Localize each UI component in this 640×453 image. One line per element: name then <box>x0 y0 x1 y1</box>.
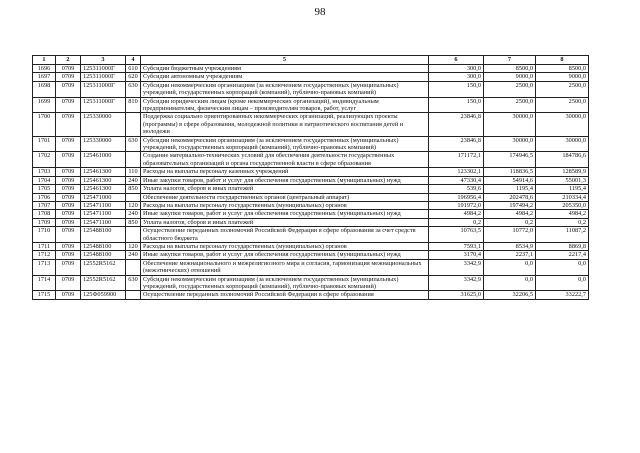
amount-year-1-cell: 31625,0 <box>429 291 484 299</box>
section-code-cell: 0709 <box>56 275 81 291</box>
amount-year-2-cell: 30000,0 <box>484 136 536 152</box>
table-row <box>33 136 589 152</box>
amount-year-2-cell: 9000,0 <box>484 73 536 81</box>
expense-type-cell: 240 <box>126 176 141 184</box>
row-number-cell: 1707 <box>33 201 56 209</box>
amount-year-1-cell: 300,0 <box>429 65 484 73</box>
expense-type-cell: 630 <box>126 81 141 97</box>
amount-year-2-cell: 197494,2 <box>484 201 536 209</box>
description-cell: Субсидии бюджетным учреждениям <box>141 65 429 73</box>
section-code-cell: 0709 <box>56 193 81 201</box>
target-article-cell: 125488100 <box>81 242 126 250</box>
target-article-cell: 125461300 <box>81 176 126 184</box>
column-header: 8 <box>536 56 589 65</box>
expense-type-cell <box>126 113 141 136</box>
amount-year-2-cell: 8534,9 <box>484 242 536 250</box>
description-cell: Расходы на выплаты персоналу государственных (муниципальных) органов <box>141 242 429 250</box>
amount-year-2-cell: 0,2 <box>484 218 536 226</box>
column-header: 5 <box>141 56 429 65</box>
target-article-cell: 125461000 <box>81 152 126 168</box>
table-row <box>33 185 589 193</box>
description-cell: Субсидии некоммерческим организациям (за исключением государственных (муниципальных) учреждений, государственных корпораций (компаний), публично-правовых компаний) <box>141 81 429 97</box>
row-number-cell: 1712 <box>33 251 56 259</box>
column-header: 7 <box>484 56 536 65</box>
amount-year-3-cell: 55001,3 <box>536 176 589 184</box>
amount-year-1-cell: 3342,9 <box>429 259 484 275</box>
amount-year-2-cell: 0,0 <box>484 275 536 291</box>
section-code-cell: 0709 <box>56 73 81 81</box>
amount-year-3-cell: 4984,2 <box>536 210 589 218</box>
row-number-cell: 1697 <box>33 73 56 81</box>
section-code-cell: 0709 <box>56 136 81 152</box>
expense-type-cell: 240 <box>126 251 141 259</box>
table-row <box>33 201 589 209</box>
target-article-cell: 125330000 <box>81 113 126 136</box>
table-row <box>33 227 589 243</box>
table-row <box>33 65 589 73</box>
target-article-cell: 125488100 <box>81 251 126 259</box>
target-article-cell: 125471100 <box>81 201 126 209</box>
table-row <box>33 259 589 275</box>
target-article-cell: 125471100 <box>81 218 126 226</box>
section-code-cell: 0709 <box>56 201 81 209</box>
expense-type-cell: 620 <box>126 73 141 81</box>
amount-year-2-cell: 32206,5 <box>484 291 536 299</box>
target-article-cell: 12552R5162 <box>81 275 126 291</box>
expense-type-cell <box>126 259 141 275</box>
amount-year-3-cell: 1195,4 <box>536 185 589 193</box>
amount-year-1-cell: 7593,1 <box>429 242 484 250</box>
table-body <box>33 65 589 300</box>
row-number-cell: 1699 <box>33 97 56 113</box>
expense-type-cell: 120 <box>126 242 141 250</box>
page-number: 98 <box>314 6 326 18</box>
amount-year-2-cell: 0,0 <box>484 259 536 275</box>
description-cell: Создание материально-технических условий для обеспечения деятельности государственных образовательных организаций и органа государственной власти в сфере образования <box>141 152 429 168</box>
row-number-cell: 1696 <box>33 65 56 73</box>
section-code-cell: 0709 <box>56 227 81 243</box>
description-cell: Иные закупки товаров, работ и услуг для обеспечения государственных (муниципальных) нужд <box>141 210 429 218</box>
row-number-cell: 1711 <box>33 242 56 250</box>
amount-year-2-cell: 2237,1 <box>484 251 536 259</box>
table-row <box>33 113 589 136</box>
amount-year-3-cell: 2217,4 <box>536 251 589 259</box>
amount-year-3-cell: 0,0 <box>536 259 589 275</box>
section-code-cell: 0709 <box>56 152 81 168</box>
table-row <box>33 73 589 81</box>
expense-type-cell: 630 <box>126 275 141 291</box>
budget-table <box>32 55 589 300</box>
description-cell: Расходы на выплаты персоналу казенных учреждений <box>141 168 429 176</box>
section-code-cell: 0709 <box>56 218 81 226</box>
row-number-cell: 1698 <box>33 81 56 97</box>
table-row <box>33 152 589 168</box>
amount-year-2-cell: 1195,4 <box>484 185 536 193</box>
amount-year-3-cell: 210334,4 <box>536 193 589 201</box>
row-number-cell: 1713 <box>33 259 56 275</box>
amount-year-2-cell: 2500,0 <box>484 97 536 113</box>
section-code-cell: 0709 <box>56 168 81 176</box>
row-number-cell: 1706 <box>33 193 56 201</box>
column-header: 6 <box>429 56 484 65</box>
amount-year-2-cell: 2500,0 <box>484 81 536 97</box>
description-cell: Иные закупки товаров, работ и услуг для обеспечения государственных (муниципальных) нужд <box>141 176 429 184</box>
row-number-cell: 1700 <box>33 113 56 136</box>
amount-year-3-cell: 8869,8 <box>536 242 589 250</box>
target-article-cell: 125461300 <box>81 168 126 176</box>
amount-year-2-cell: 54914,6 <box>484 176 536 184</box>
row-number-cell: 1714 <box>33 275 56 291</box>
description-cell: Иные закупки товаров, работ и услуг для обеспечения государственных (муниципальных) нужд <box>141 251 429 259</box>
amount-year-2-cell: 10772,0 <box>484 227 536 243</box>
expense-type-cell: 850 <box>126 185 141 193</box>
expense-type-cell <box>126 152 141 168</box>
description-cell: Субсидии некоммерческим организациям (за исключением государственных (муниципальных) учреждений, государственных корпораций (компаний), публично-правовых компаний) <box>141 275 429 291</box>
table-row <box>33 275 589 291</box>
amount-year-1-cell: 10763,5 <box>429 227 484 243</box>
expense-type-cell <box>126 193 141 201</box>
target-article-cell: 125330000 <box>81 136 126 152</box>
table-row <box>33 242 589 250</box>
target-article-cell: 125311000Г <box>81 81 126 97</box>
amount-year-3-cell: 184786,6 <box>536 152 589 168</box>
amount-year-1-cell: 196956,4 <box>429 193 484 201</box>
expense-type-cell: 240 <box>126 210 141 218</box>
amount-year-1-cell: 539,6 <box>429 185 484 193</box>
section-code-cell: 0709 <box>56 291 81 299</box>
amount-year-2-cell: 174946,5 <box>484 152 536 168</box>
expense-type-cell: 810 <box>126 97 141 113</box>
expense-type-cell: 110 <box>126 168 141 176</box>
target-article-cell: 125311000Г <box>81 97 126 113</box>
amount-year-3-cell: 11087,2 <box>536 227 589 243</box>
amount-year-1-cell: 300,0 <box>429 73 484 81</box>
amount-year-3-cell: 128589,9 <box>536 168 589 176</box>
amount-year-1-cell: 23846,8 <box>429 113 484 136</box>
description-cell: Расходы на выплаты персоналу государственных (муниципальных) органов <box>141 201 429 209</box>
amount-year-3-cell: 2500,0 <box>536 97 589 113</box>
description-cell: Субсидии юридическим лицам (кроме некоммерческих организаций), индивидуальным предпринимателям, физическим лицам – производителям товаров, работ, услуг <box>141 97 429 113</box>
row-number-cell: 1705 <box>33 185 56 193</box>
expense-type-cell: 630 <box>126 136 141 152</box>
section-code-cell: 0709 <box>56 113 81 136</box>
section-code-cell: 0709 <box>56 65 81 73</box>
column-header: 2 <box>56 56 81 65</box>
section-code-cell: 0709 <box>56 81 81 97</box>
amount-year-3-cell: 30000,0 <box>536 136 589 152</box>
section-code-cell: 0709 <box>56 242 81 250</box>
description-cell: Осуществление переданных полномочий Российской Федерации в сфере образования за счет средств областного бюджета <box>141 227 429 243</box>
amount-year-1-cell: 171172,1 <box>429 152 484 168</box>
table-row <box>33 193 589 201</box>
amount-year-2-cell: 30000,0 <box>484 113 536 136</box>
table-header-row <box>33 56 589 65</box>
amount-year-1-cell: 23846,8 <box>429 136 484 152</box>
amount-year-2-cell: 4984,2 <box>484 210 536 218</box>
amount-year-3-cell: 8500,0 <box>536 65 589 73</box>
description-cell: Поддержка социально ориентированных некоммерческих организаций, реализующих проекты (программы) в сфере образования, молодежной политики и патриотического воспитания детей и молодежи <box>141 113 429 136</box>
amount-year-1-cell: 47330,4 <box>429 176 484 184</box>
target-article-cell: 125471100 <box>81 210 126 218</box>
amount-year-3-cell: 0,0 <box>536 275 589 291</box>
description-cell: Осуществление переданных полномочий Российской Федерации в сфере образования <box>141 291 429 299</box>
table-row <box>33 291 589 299</box>
amount-year-3-cell: 33222,7 <box>536 291 589 299</box>
amount-year-3-cell: 30000,0 <box>536 113 589 136</box>
expense-type-cell: 120 <box>126 201 141 209</box>
description-cell: Субсидии автономным учреждениям <box>141 73 429 81</box>
expense-type-cell: 610 <box>126 65 141 73</box>
target-article-cell: 125311000Г <box>81 65 126 73</box>
table-row <box>33 168 589 176</box>
amount-year-2-cell: 8500,0 <box>484 65 536 73</box>
row-number-cell: 1702 <box>33 152 56 168</box>
expense-type-cell: 850 <box>126 218 141 226</box>
expense-type-cell <box>126 227 141 243</box>
column-header: 3 <box>81 56 126 65</box>
section-code-cell: 0709 <box>56 210 81 218</box>
target-article-cell: 125488100 <box>81 227 126 243</box>
target-article-cell: 12552R5162 <box>81 259 126 275</box>
column-header: 4 <box>126 56 141 65</box>
target-article-cell: 125471000 <box>81 193 126 201</box>
table-row <box>33 176 589 184</box>
section-code-cell: 0709 <box>56 97 81 113</box>
section-code-cell: 0709 <box>56 185 81 193</box>
amount-year-3-cell: 9000,0 <box>536 73 589 81</box>
table-row <box>33 97 589 113</box>
amount-year-1-cell: 191972,0 <box>429 201 484 209</box>
row-number-cell: 1701 <box>33 136 56 152</box>
target-article-cell: 125Ф059900 <box>81 291 126 299</box>
amount-year-1-cell: 3170,4 <box>429 251 484 259</box>
amount-year-1-cell: 150,0 <box>429 97 484 113</box>
row-number-cell: 1715 <box>33 291 56 299</box>
amount-year-2-cell: 202478,6 <box>484 193 536 201</box>
amount-year-1-cell: 0,2 <box>429 218 484 226</box>
row-number-cell: 1709 <box>33 218 56 226</box>
amount-year-1-cell: 4984,2 <box>429 210 484 218</box>
amount-year-1-cell: 150,0 <box>429 81 484 97</box>
target-article-cell: 125311000Г <box>81 73 126 81</box>
description-cell: Обеспечение межнационального и межрелигиозного мира и согласия, гармонизация межнациональных (межэтнических) отношений <box>141 259 429 275</box>
row-number-cell: 1710 <box>33 227 56 243</box>
row-number-cell: 1703 <box>33 168 56 176</box>
amount-year-1-cell: 123302,1 <box>429 168 484 176</box>
section-code-cell: 0709 <box>56 259 81 275</box>
description-cell: Субсидии некоммерческим организациям (за исключением государственных (муниципальных) учреждений, государственных корпораций (компаний), публично-правовых компаний) <box>141 136 429 152</box>
table-row <box>33 218 589 226</box>
row-number-cell: 1708 <box>33 210 56 218</box>
column-header: 1 <box>33 56 56 65</box>
description-cell: Уплата налогов, сборов и иных платежей <box>141 185 429 193</box>
table-row <box>33 81 589 97</box>
section-code-cell: 0709 <box>56 251 81 259</box>
description-cell: Уплата налогов, сборов и иных платежей <box>141 218 429 226</box>
amount-year-3-cell: 2500,0 <box>536 81 589 97</box>
amount-year-1-cell: 3342,9 <box>429 275 484 291</box>
expense-type-cell <box>126 291 141 299</box>
amount-year-2-cell: 118836,5 <box>484 168 536 176</box>
row-number-cell: 1704 <box>33 176 56 184</box>
amount-year-3-cell: 205350,0 <box>536 201 589 209</box>
section-code-cell: 0709 <box>56 176 81 184</box>
table-row <box>33 210 589 218</box>
target-article-cell: 125461300 <box>81 185 126 193</box>
table-row <box>33 251 589 259</box>
amount-year-3-cell: 0,2 <box>536 218 589 226</box>
description-cell: Обеспечение деятельности государственных органов (центральный аппарат) <box>141 193 429 201</box>
